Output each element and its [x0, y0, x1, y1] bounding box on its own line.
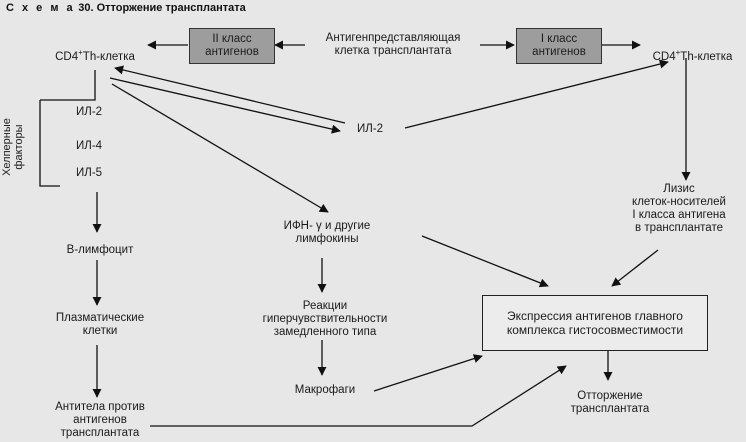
delayed-hypersensitivity-reactions: Реакции гиперчувствительности замедленного типа [262, 300, 388, 338]
title-prefix: С х е м а [6, 2, 76, 14]
arrow-il2-to-cd4-right [405, 62, 668, 128]
bracket-top [40, 70, 95, 100]
class1-antigen-box [516, 28, 602, 64]
macrophages: Макрофаги [294, 384, 356, 396]
il-4: ИЛ-4 [76, 140, 103, 152]
antibodies-against-graft: Антитела против антигенов трансплантата [55, 401, 145, 439]
ifn-gamma-lymphokines: ИФН- γ и другие лимфокины [283, 220, 371, 245]
arrow-ifn-to-mhc [422, 236, 548, 286]
graft-rejection: Отторжение трансплантата [570, 390, 650, 415]
bracket-side [40, 100, 60, 186]
arrow-macro-to-mhc [374, 356, 482, 391]
class2-antigen-label: II класс антигенов [205, 33, 259, 58]
b-lymphocyte: В-лимфоцит [66, 244, 134, 256]
cd4-th-cell-right: CD4+Th-клетка [652, 48, 733, 63]
title-text: 30. Отторжение трансплантата [78, 2, 246, 14]
plasma-cells: Плазматические клетки [55, 312, 145, 337]
antigen-presenting-cell: Антигенпредставляющая клетка трансплантата [325, 32, 461, 57]
helper-factors-label: Хелперные факторы [1, 118, 25, 176]
il-2-center: ИЛ-2 [356, 123, 384, 135]
arrow-il2-to-cd4-left [115, 68, 345, 123]
mhc-expression-label: Экспрессия антигенов главного комплекса гистосовместимости [506, 309, 684, 337]
class2-antigen-box [189, 28, 275, 64]
class1-antigen-label: I класс антигенов [532, 33, 586, 58]
lysis-of-carrier-cells: Лизис клеток-носителей I класса антигена в трансплантате [632, 183, 726, 234]
il-5: ИЛ-5 [76, 167, 103, 179]
arrow-cd4-left-to-il2 [110, 78, 340, 131]
mhc-expression-box [482, 295, 708, 351]
il-2-left: ИЛ-2 [76, 106, 103, 118]
arrow-lysis-to-mhc [612, 250, 658, 286]
cd4-th-cell-left: CD4+Th-клетка [55, 48, 135, 63]
